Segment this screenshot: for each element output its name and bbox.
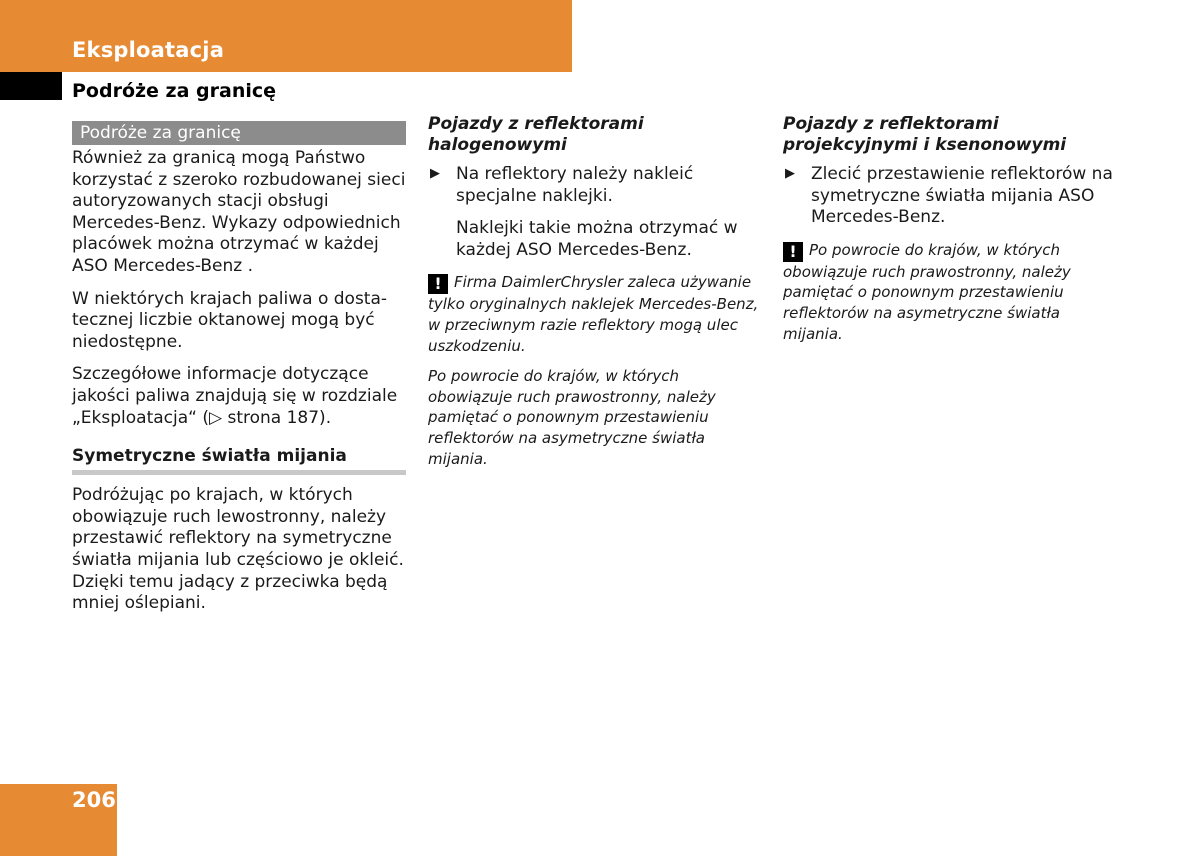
indented-paragraph: Naklejki takie można otrzymać w każdej ASO Mercedes-Benz. xyxy=(456,218,738,260)
topic-bar: Podróże za granicę xyxy=(72,121,406,145)
section-title: Podróże za granicę xyxy=(72,80,277,102)
paragraph: Podróżując po krajach, w których obowiązuje ruch lewostronny, należy przestawić reflektory na symetryczne światła mijania lub częściowo je okleić. Dzięki temu jadący z przeciwka będą mniej oślepiani. xyxy=(72,485,404,614)
warning-note xyxy=(428,272,768,356)
section-marker xyxy=(0,72,62,100)
page-number: 206 xyxy=(72,788,116,812)
warning-icon: ! xyxy=(428,274,448,294)
warning-icon: ! xyxy=(783,242,803,262)
warning-text: Po powrocie do krajów, w których obowiązuje ruch prawostronny, należy pamiętać o ponownym przestawieniu reflektorów na asymetryczne światła mijania. xyxy=(783,240,1071,343)
bullet-arrow-icon: ▶ xyxy=(785,166,795,181)
subheading: Symetryczne światła mijania xyxy=(72,446,406,475)
column-middle xyxy=(428,114,768,479)
paragraph: W niektórych krajach paliwa o dosta-tecznej liczbie oktanowej mogą być niedostępne. xyxy=(72,288,388,352)
note: Po powrocie do krajów, w których obowiązuje ruch prawostronny, należy pamiętać o ponownym przestawieniu reflektorów na asymetryczne światła mijania. xyxy=(428,367,716,468)
paragraph-with-page-reference: Szczegółowe informacje dotyczące jakości paliwa znajdują się w rozdziale „Eksploatacja“ (▷ strona 187). xyxy=(72,364,398,428)
paragraph: Również za granicą mogą Państwo korzystać z szeroko rozbudowanej sieci autoryzowanych stacji obsługi Mercedes-Benz. Wykazy odpowiednich placówek można otrzymać w każdej ASO Mercedes-Benz . xyxy=(72,148,406,276)
bullet-text: Na reflektory należy nakleić specjalne naklejki. xyxy=(456,164,694,206)
bullet-arrow-icon: ▶ xyxy=(430,166,440,181)
column-left xyxy=(72,114,406,626)
bullet-text: Zlecić przestawienie reflektorów na symetryczne światła mijania ASO Mercedes-Benz. xyxy=(811,164,1113,228)
warning-text: Firma DaimlerChrysler zaleca używanie tylko oryginalnych naklejek Mercedes-Benz, w przeciwnym razie reflektory mogą ulec uszkodzeniu. xyxy=(428,273,759,355)
chapter-title: Eksploatacja xyxy=(72,38,225,62)
warning-note xyxy=(783,240,1123,344)
bullet-item xyxy=(783,164,1123,229)
column-right xyxy=(783,114,1123,354)
column-heading: Pojazdy z reflektorami projekcyjnymi i ksenonowymi xyxy=(783,114,1067,155)
bullet-item xyxy=(428,164,768,207)
column-heading: Pojazdy z reflektorami halogenowymi xyxy=(428,114,644,155)
